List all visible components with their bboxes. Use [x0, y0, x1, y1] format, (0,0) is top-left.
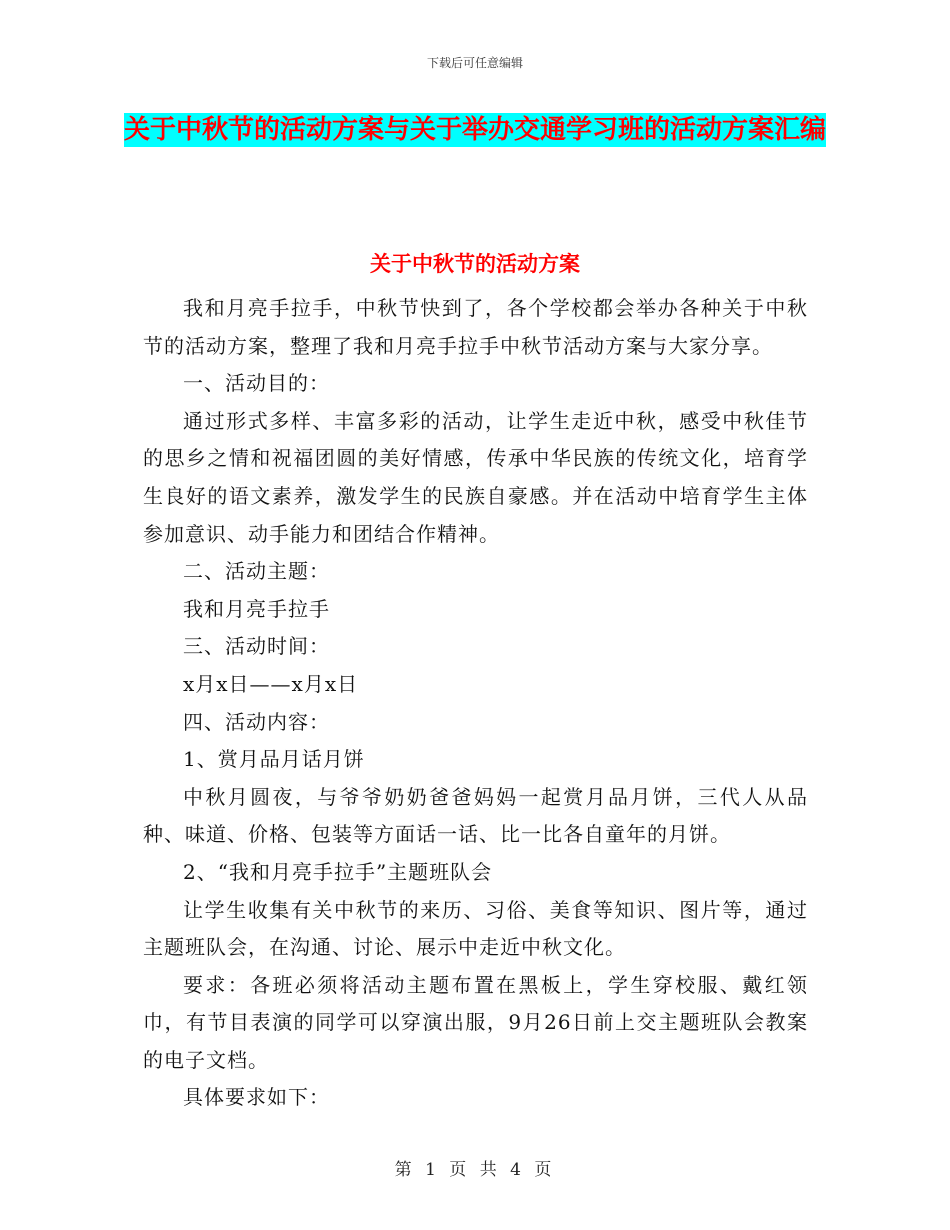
paragraph-theme: 我和月亮手拉手: [183, 596, 330, 621]
item-1-paragraph: 中秋月圆夜，与爷爷奶奶爸爸妈妈一起赏月品月饼，三代人从品种、味道、价格、包装等方面话一话、比一比各自童年的月饼。: [143, 784, 808, 847]
section-title: 关于中秋节的活动方案: [370, 252, 580, 276]
heading-purpose: 一、活动目的：: [183, 371, 330, 396]
document-title-text: 关于中秋节的活动方案与关于举办交通学习班的活动方案汇编: [123, 115, 826, 145]
document-body: [143, 290, 808, 1117]
paragraph-time: x月x日——x月x日: [183, 671, 359, 696]
specific-requirements-heading: 具体要求如下：: [183, 1085, 330, 1110]
requirements-paragraph: 要求：各班必须将活动主题布置在黑板上，学生穿校服、戴红领巾，有节目表演的同学可以穿演出服，9月26日前上交主题班队会教案的电子文档。: [143, 972, 808, 1072]
paragraph-purpose: 通过形式多样、丰富多彩的活动，让学生走近中秋，感受中秋佳节的思乡之情和祝福团圆的美好情感，传承中华民族的传统文化，培育学生良好的语文素养，激发学生的民族自豪感。并在活动中培育学生主体参加意识、动手能力和团结合作精神。: [143, 408, 808, 546]
header-note: 下载后可任意编辑: [426, 56, 523, 70]
item-2-heading: 2、“我和月亮手拉手”主题班队会: [183, 859, 493, 884]
heading-content: 四、活动内容：: [183, 709, 330, 734]
item-1-heading: 1、赏月品月话月饼: [183, 747, 365, 772]
paragraph-intro: 我和月亮手拉手，中秋节快到了，各个学校都会举办各种关于中秋节的活动方案，整理了我和月亮手拉手中秋节活动方案与大家分享。: [143, 296, 808, 358]
document-title: [120, 108, 830, 152]
item-2-paragraph: 让学生收集有关中秋节的来历、习俗、美食等知识、图片等，通过主题班队会，在沟通、讨论、展示中走近中秋文化。: [143, 897, 808, 960]
heading-time: 三、活动时间：: [183, 634, 330, 659]
page-number-footer: 第 1 页 共 4 页: [394, 1160, 556, 1180]
heading-theme: 二、活动主题：: [183, 559, 330, 584]
